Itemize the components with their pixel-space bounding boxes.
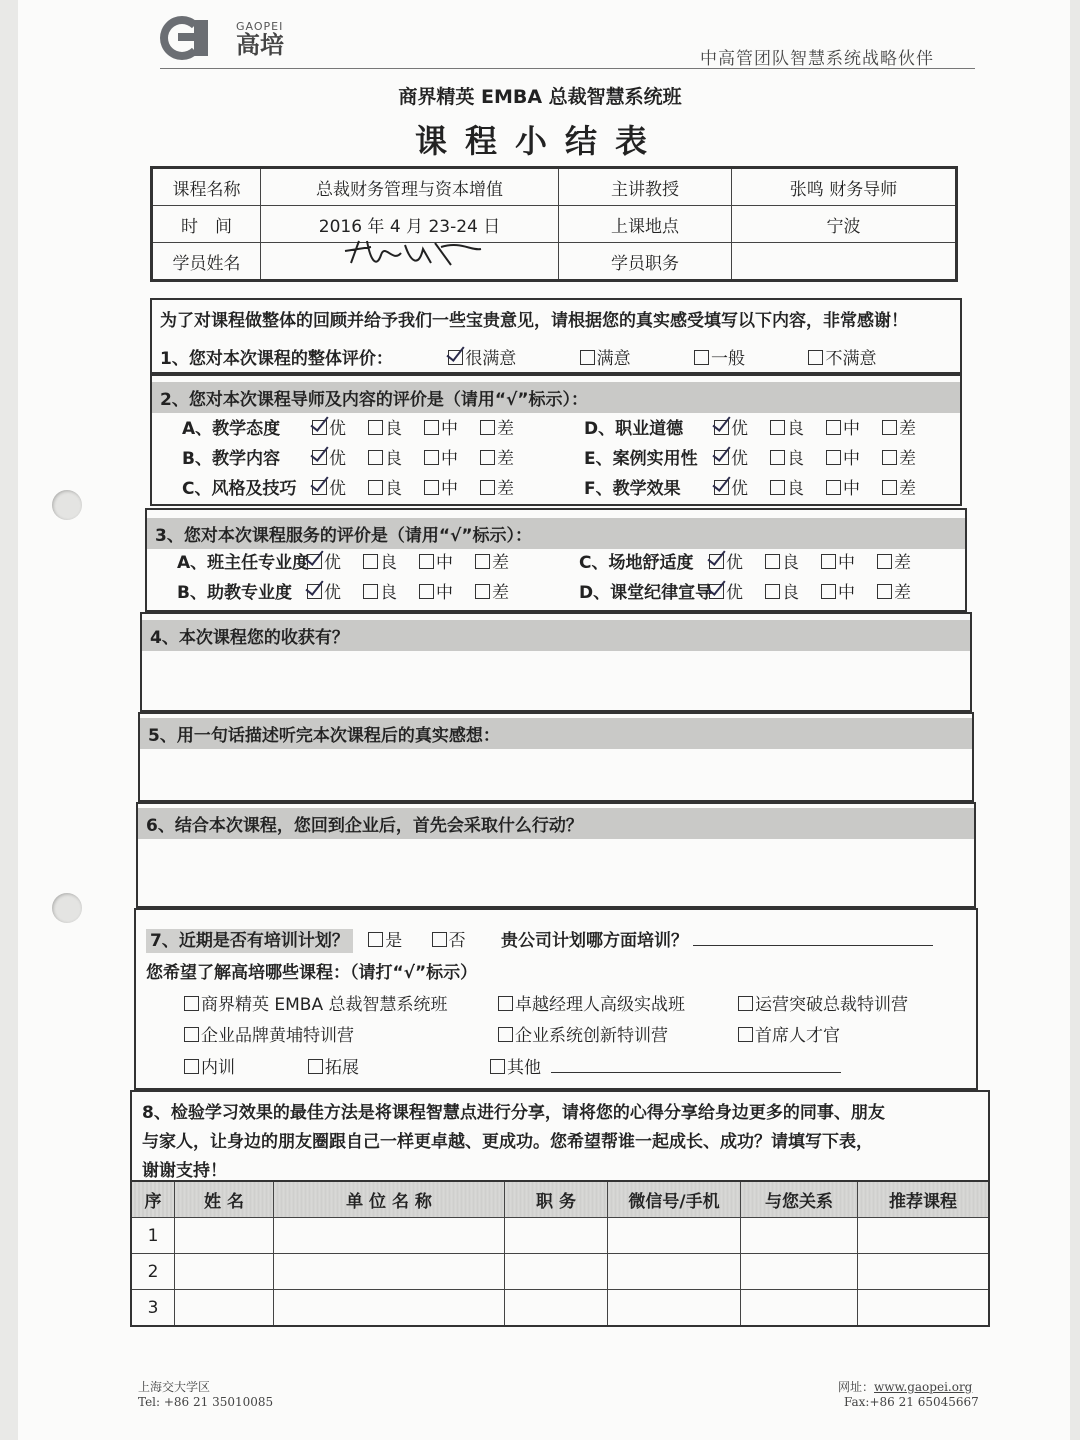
checkbox-icon [808, 350, 823, 365]
q6-label: 6、结合本次课程，您回到企业后，首先会采取什么行动？ [138, 808, 974, 839]
intro-text: 为了对课程做整体的回顾并给予我们一些宝贵意见，请根据您的真实感受填写以下内容，非常感谢！ [160, 311, 908, 331]
checkbox-icon [882, 450, 897, 465]
referral-table [130, 1180, 990, 1327]
rating-item-label: E、案例实用性 [584, 449, 698, 469]
q1-option-very-satisfied[interactable]: 很满意 [448, 344, 516, 369]
rating-option[interactable]: 优 [307, 548, 363, 573]
table-row [131, 1254, 989, 1290]
checkbox-icon [770, 480, 785, 495]
footer-contact-block [838, 1378, 979, 1409]
rating-option[interactable]: 良 [765, 548, 821, 573]
cell-input[interactable] [274, 1254, 505, 1290]
rating-option[interactable]: 中 [826, 414, 882, 439]
rating-option[interactable]: 差 [882, 414, 938, 439]
lecturer-value[interactable]: 张鸣 财务导师 [732, 168, 957, 206]
q4-answer-area[interactable] [142, 651, 970, 711]
checkbox-icon [368, 932, 383, 947]
row-index: 2 [131, 1254, 175, 1290]
checkbox-icon [368, 480, 383, 495]
checkbox-checked-icon [714, 450, 729, 465]
footer-web-label: 网址： [838, 1380, 875, 1394]
rating-row [177, 548, 933, 573]
referral-header-row [131, 1181, 989, 1218]
cell-input[interactable] [505, 1254, 608, 1290]
checkbox-checked-icon [714, 420, 729, 435]
checkbox-checked-icon [312, 420, 327, 435]
cell-input[interactable] [858, 1254, 990, 1290]
cell-input[interactable] [175, 1290, 274, 1327]
q8-text-2: 与家人，让身边的朋友圈跟自己一样更卓越、更成功。您希望帮谁一起成长、成功？请填写下表， [142, 1132, 873, 1152]
checkbox-checked-icon [307, 554, 322, 569]
checkbox-icon [363, 554, 378, 569]
footer-web-link[interactable]: www.gaopei.org [874, 1380, 973, 1394]
rating-option[interactable]: 优 [714, 414, 770, 439]
rating-item-label: F、教学效果 [584, 479, 681, 499]
checkbox-icon [480, 420, 495, 435]
cell-input[interactable] [741, 1254, 858, 1290]
subtitle: 商界精英 EMBA 总裁智慧系统班 [398, 86, 682, 108]
rating-option[interactable]: 差 [877, 548, 933, 573]
section-q5 [138, 712, 974, 802]
cell-input[interactable] [858, 1290, 990, 1327]
rating-option[interactable]: 优 [312, 474, 368, 499]
checkbox-icon [498, 996, 513, 1011]
checkbox-checked-icon [312, 450, 327, 465]
q8-text-3: 谢谢支持！ [142, 1161, 227, 1181]
checkbox-icon [821, 554, 836, 569]
rating-option[interactable]: 良 [770, 474, 826, 499]
q7-row [146, 926, 933, 951]
cell-input[interactable] [608, 1218, 741, 1254]
rating-row [182, 444, 938, 469]
section-q3 [145, 508, 967, 612]
student-label: 学员姓名 [152, 243, 261, 281]
q3-label: 3、您对本次课程服务的评价是（请用“√”标示）： [147, 518, 965, 549]
checkbox-icon [475, 584, 490, 599]
q7-yes-option[interactable]: 是 [368, 926, 402, 951]
place-label: 上课地点 [559, 206, 732, 243]
rating-item-label: D、职业道德 [584, 419, 684, 439]
rating-item-label: C、场地舒适度 [579, 553, 694, 573]
checkbox-icon [419, 584, 434, 599]
rating-row [182, 474, 938, 499]
section-q2 [150, 374, 962, 506]
checkbox-icon [882, 420, 897, 435]
rating-option[interactable]: 中 [826, 444, 882, 469]
checkbox-icon [765, 554, 780, 569]
section-q4 [140, 612, 972, 712]
rating-option[interactable]: 中 [419, 548, 475, 573]
time-label: 时 间 [152, 206, 261, 243]
cell-input[interactable] [608, 1254, 741, 1290]
rating-item-label: D、课堂纪律宣导 [579, 583, 713, 603]
checkbox-icon [184, 1027, 199, 1042]
checkbox-icon [424, 480, 439, 495]
checkbox-icon [821, 584, 836, 599]
binder-hole-bottom [52, 893, 82, 923]
rating-option[interactable]: 中 [821, 578, 877, 603]
rating-option[interactable]: 优 [307, 578, 363, 603]
rating-option[interactable]: 差 [475, 548, 531, 573]
footer-address: 上海交大学区 [138, 1380, 211, 1394]
q5-label: 5、用一句话描述听完本次课程后的真实感想： [140, 718, 972, 749]
section-q7 [134, 908, 978, 1090]
checkbox-icon [368, 450, 383, 465]
brand-en: GAOPEI [236, 19, 284, 33]
q1-row [160, 344, 876, 369]
checkbox-icon [694, 350, 709, 365]
footer-fax: Fax:+86 21 65045667 [844, 1395, 979, 1409]
checkbox-icon [480, 480, 495, 495]
course-option-9[interactable]: 其他 [490, 1053, 841, 1078]
checkbox-icon [184, 996, 199, 1011]
rating-option[interactable]: 优 [714, 444, 770, 469]
checkbox-checked-icon [709, 554, 724, 569]
other-course-input[interactable] [551, 1054, 841, 1073]
course-option-6[interactable]: 首席人才官 [738, 1021, 840, 1046]
rating-option[interactable]: 中 [424, 414, 480, 439]
footer-tel: Tel: +86 21 35010085 [138, 1395, 274, 1409]
section-overall [150, 298, 962, 374]
course-option-7[interactable]: 内训 [184, 1053, 235, 1078]
page-title: 课程小结表 [414, 122, 665, 160]
gaopei-logo [160, 16, 284, 60]
lecturer-label: 主讲教授 [559, 168, 732, 206]
checkbox-icon [368, 420, 383, 435]
rating-item-label: A、教学态度 [182, 419, 281, 439]
checkbox-icon [738, 1027, 753, 1042]
cell-input[interactable] [741, 1218, 858, 1254]
position-value[interactable] [732, 243, 957, 281]
checkbox-icon [877, 554, 892, 569]
course-option-8[interactable]: 拓展 [308, 1053, 359, 1078]
course-option-1[interactable]: 商界精英 EMBA 总裁智慧系统班 [184, 990, 448, 1015]
cell-input[interactable] [505, 1218, 608, 1254]
course-option-5[interactable]: 企业系统创新特训营 [498, 1021, 668, 1046]
section-q6 [136, 802, 976, 908]
checkbox-icon [480, 450, 495, 465]
checkbox-icon [882, 480, 897, 495]
col-title: 职 务 [505, 1181, 608, 1218]
table-row [131, 1218, 989, 1254]
q7-courses-label: 您希望了解高培哪些课程：（请打“√”标示） [146, 963, 478, 983]
q1-option-satisfied[interactable]: 满意 [580, 344, 631, 369]
checkbox-icon [363, 584, 378, 599]
rating-option[interactable]: 中 [826, 474, 882, 499]
checkbox-icon [308, 1059, 323, 1074]
rating-option[interactable]: 良 [363, 578, 419, 603]
rating-option[interactable]: 良 [368, 414, 424, 439]
cell-input[interactable] [274, 1290, 505, 1327]
gaopei-logo-icon [160, 16, 230, 60]
checkbox-icon [475, 554, 490, 569]
q8-text-1: 8、检验学习效果的最佳方法是将课程智慧点进行分享，请将您的心得分享给身边更多的同事、朋友 [142, 1103, 885, 1123]
q1-option-unsatisfied[interactable]: 不满意 [808, 344, 876, 369]
cell-input[interactable] [741, 1290, 858, 1327]
q6-answer-area[interactable] [138, 839, 974, 899]
col-company: 单 位 名 称 [274, 1181, 505, 1218]
rating-option[interactable]: 良 [770, 444, 826, 469]
time-value[interactable]: 2016 年 4 月 23-24 日 [261, 206, 559, 243]
q1-option-average[interactable]: 一般 [694, 344, 745, 369]
checkbox-checked-icon [714, 480, 729, 495]
rating-row [182, 414, 938, 439]
course-option-2[interactable]: 卓越经理人高级实战班 [498, 990, 685, 1015]
rating-option[interactable]: 差 [480, 474, 536, 499]
rating-option[interactable]: 差 [882, 444, 938, 469]
checkbox-icon [738, 996, 753, 1011]
checkbox-icon [580, 350, 595, 365]
course-option-3[interactable]: 运营突破总裁特训营 [738, 990, 908, 1015]
checkbox-icon [498, 1027, 513, 1042]
checkbox-icon [770, 450, 785, 465]
rating-item-label: B、教学内容 [182, 449, 280, 469]
checkbox-icon [826, 450, 841, 465]
checkbox-icon [765, 584, 780, 599]
checkbox-checked-icon [709, 584, 724, 599]
cell-input[interactable] [274, 1218, 505, 1254]
checkbox-icon [432, 932, 447, 947]
rating-option[interactable]: 优 [312, 444, 368, 469]
col-index: 序 [131, 1181, 175, 1218]
checkbox-checked-icon [307, 584, 322, 599]
position-label: 学员职务 [559, 243, 732, 281]
col-name: 姓 名 [175, 1181, 274, 1218]
col-relation: 与您关系 [741, 1181, 858, 1218]
q5-answer-area[interactable] [140, 749, 972, 799]
table-row [131, 1290, 989, 1327]
q4-label: 4、本次课程您的收获有？ [142, 620, 970, 651]
header-divider [160, 68, 975, 69]
rating-option[interactable]: 差 [877, 578, 933, 603]
cell-input[interactable] [608, 1290, 741, 1327]
col-wechat: 微信号/手机 [608, 1181, 741, 1218]
checkbox-icon [877, 584, 892, 599]
cell-input[interactable] [175, 1254, 274, 1290]
col-course: 推荐课程 [858, 1181, 990, 1218]
rating-option[interactable]: 良 [363, 548, 419, 573]
q7-which-label: 贵公司计划哪方面培训？ [501, 931, 689, 951]
course-option-4[interactable]: 企业品牌黄埔特训营 [184, 1021, 354, 1046]
course-info-table [150, 166, 958, 282]
cell-input[interactable] [858, 1218, 990, 1254]
q7-no-option[interactable]: 否 [432, 926, 466, 951]
cell-input[interactable] [505, 1290, 608, 1327]
student-signature-field[interactable] [261, 243, 559, 281]
place-value[interactable]: 宁波 [732, 206, 957, 243]
checkbox-icon [770, 420, 785, 435]
rating-item-label: C、风格及技巧 [182, 479, 297, 499]
checkbox-icon [826, 480, 841, 495]
rating-option[interactable]: 优 [709, 578, 765, 603]
rating-option[interactable]: 良 [770, 414, 826, 439]
rating-option[interactable]: 中 [424, 474, 480, 499]
checkbox-checked-icon [448, 350, 463, 365]
rating-option[interactable]: 优 [714, 474, 770, 499]
rating-option[interactable]: 优 [312, 414, 368, 439]
rating-option[interactable]: 优 [709, 548, 765, 573]
rating-option[interactable]: 差 [480, 414, 536, 439]
cell-input[interactable] [175, 1218, 274, 1254]
row-index: 3 [131, 1290, 175, 1327]
checkbox-icon [184, 1059, 199, 1074]
checkbox-icon [424, 450, 439, 465]
rating-item-label: B、助教专业度 [177, 583, 292, 603]
rating-option[interactable]: 良 [765, 578, 821, 603]
rating-option[interactable]: 中 [424, 444, 480, 469]
brand-cn: 高培 [236, 30, 284, 59]
checkbox-icon [826, 420, 841, 435]
rating-option[interactable]: 中 [821, 548, 877, 573]
checkbox-icon [490, 1059, 505, 1074]
rating-option[interactable]: 中 [419, 578, 475, 603]
checkbox-icon [424, 420, 439, 435]
row-index: 1 [131, 1218, 175, 1254]
q7-label: 7、近期是否有培训计划？ [146, 929, 353, 953]
rating-option[interactable]: 差 [882, 474, 938, 499]
rating-option[interactable]: 差 [475, 578, 531, 603]
handwritten-signature [331, 233, 511, 273]
rating-row [177, 578, 933, 603]
footer-address-block [138, 1378, 273, 1409]
rating-option[interactable]: 良 [368, 474, 424, 499]
checkbox-icon [419, 554, 434, 569]
q2-label: 2、您对本次课程导师及内容的评价是（请用“√”标示）： [152, 382, 960, 413]
checkbox-checked-icon [312, 480, 327, 495]
binder-hole-top [52, 490, 82, 520]
q7-which-input[interactable] [693, 927, 933, 946]
slogan: 中高管团队智慧系统战略伙伴 [700, 49, 934, 69]
q1-label: 1、您对本次课程的整体评价： [160, 349, 393, 369]
course-value[interactable]: 总裁财务管理与资本增值 [261, 168, 559, 206]
rating-item-label: A、班主任专业度 [177, 553, 310, 573]
rating-option[interactable]: 良 [368, 444, 424, 469]
rating-option[interactable]: 差 [480, 444, 536, 469]
course-label: 课程名称 [152, 168, 261, 206]
